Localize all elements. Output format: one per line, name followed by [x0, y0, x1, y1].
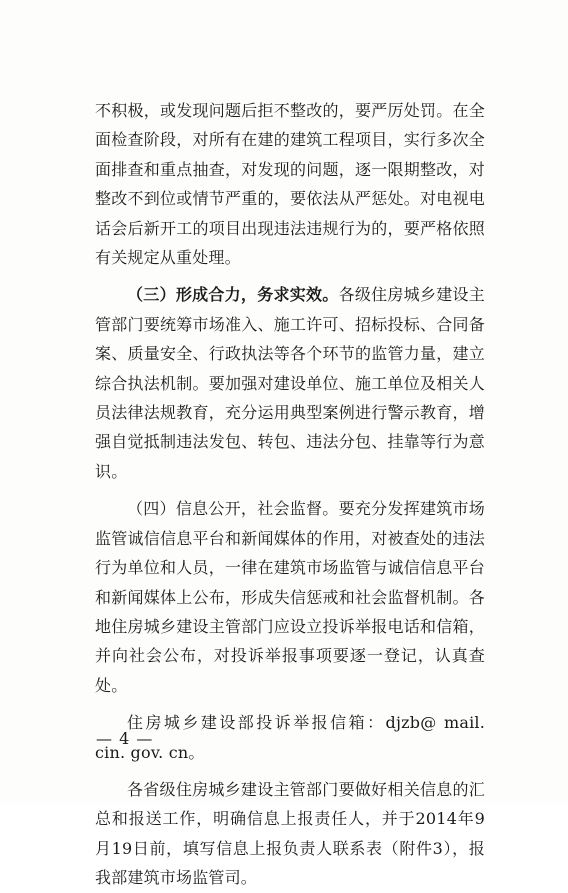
paragraph-text: 住房城乡建设部投诉举报信箱：djzb@ mail. cin. gov. cn。: [95, 713, 485, 762]
paragraph-complaint-email: [95, 708, 485, 767]
section-heading: （三）形成合力，务求实效。: [127, 285, 339, 305]
paragraph-text: 各省级住房城乡建设主管部门要做好相关信息的汇总和报送工作，明确信息上报责任人，并于2014年9月19日前，填写信息上报负责人联系表（附件3），报我部建筑市场监管司。: [95, 779, 485, 888]
paragraph-text: 要充分发挥建筑市场监管诚信信息平台和新闻媒体的作用，对被查处的违法行为单位和人员，一律在建筑市场监管与诚信信息平台和新闻媒体上公布，形成失信惩戒和社会监督机制。各地住房城乡建设主管部门应设立投诉举报电话和信箱，并向社会公布，对投诉举报事项要逐一登记，认真查处。: [95, 499, 485, 695]
paragraph-reporting: [95, 775, 485, 893]
paragraph-section-three: [95, 280, 485, 486]
body-text: [95, 96, 485, 893]
section-heading: （四）信息公开，社会监督。: [127, 499, 339, 519]
page-number: — 4 —: [96, 729, 154, 748]
paragraph-continuation: [95, 96, 485, 272]
paragraph-text: 各级住房城乡建设主管部门要统筹市场准入、施工许可、招标投标、合同备案、质量安全、行政执法等各个环节的监管力量，建立综合执法机制。要加强对建设单位、施工单位及相关人员法律法规教育，充分运用典型案例进行警示教育，增强自觉抵制违法发包、转包、违法分包、挂靠等行为意识。: [95, 285, 485, 481]
paragraph-section-four: [95, 494, 485, 700]
paragraph-text: 不积极，或发现问题后拒不整改的，要严厉处罚。在全面检查阶段，对所有在建的建筑工程项目，实行多次全面排查和重点抽查，对发现的问题，逐一限期整改，对整改不到位或情节严重的，要依法从严惩处。对电视电话会后新开工的项目出现违法违规行为的，要严格依照有关规定从重处理。: [95, 101, 485, 268]
